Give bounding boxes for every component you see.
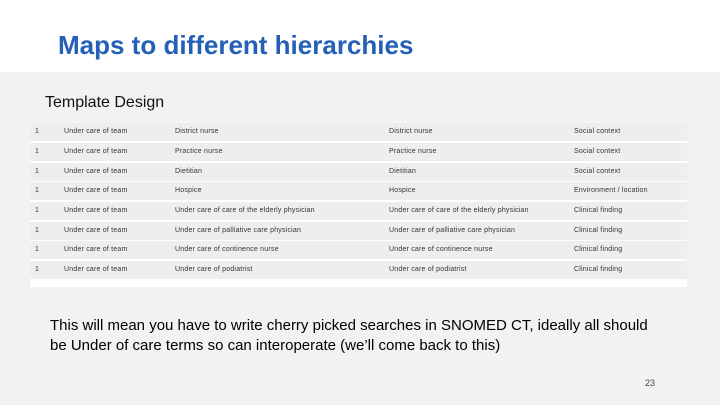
hierarchy-cell: Social context [574, 148, 621, 155]
target-term-cell: Under care of care of the elderly physician [389, 207, 529, 214]
hierarchy-cell: Social context [574, 168, 621, 175]
target-term-cell: Hospice [389, 187, 416, 194]
row-index-cell: 1 [35, 148, 40, 155]
source-term-cell: Under care of continence nurse [175, 246, 279, 253]
hierarchy-cell: Clinical finding [574, 246, 623, 253]
hierarchy-cell: Environment / location [574, 187, 648, 194]
target-term-cell: Practice nurse [389, 148, 437, 155]
team-cell: Under care of team [64, 128, 128, 135]
target-term-cell: Under care of continence nurse [389, 246, 493, 253]
team-cell: Under care of team [64, 246, 128, 253]
mapping-table [30, 123, 687, 287]
table-row [30, 261, 687, 279]
team-cell: Under care of team [64, 227, 128, 234]
table-row [30, 222, 687, 240]
row-index-cell: 1 [35, 227, 40, 234]
team-cell: Under care of team [64, 207, 128, 214]
row-index-cell: 1 [35, 266, 40, 273]
page-number: 23 [645, 378, 656, 388]
team-cell: Under care of team [64, 168, 128, 175]
row-index-cell: 1 [35, 207, 40, 214]
team-cell: Under care of team [64, 148, 128, 155]
target-term-cell: Under care of palliative care physician [389, 227, 516, 234]
source-term-cell: District nurse [175, 128, 219, 135]
slide-note: This will mean you have to write cherry picked searches in SNOMED CT, ideally all should be Under of care terms so can interoperate (we’ll come back to this) [50, 317, 648, 354]
hierarchy-cell: Social context [574, 128, 621, 135]
table-row [30, 143, 687, 161]
table-row [30, 182, 687, 200]
source-term-cell: Under care of palliative care physician [175, 227, 302, 234]
table-row [30, 163, 687, 181]
table-row [30, 241, 687, 259]
target-term-cell: District nurse [389, 128, 433, 135]
row-index-cell: 1 [35, 168, 40, 175]
table-row [30, 123, 687, 141]
source-term-cell: Hospice [175, 187, 202, 194]
source-term-cell: Dietitian [175, 168, 203, 175]
title-band [0, 0, 720, 72]
source-term-cell: Under care of podiatrist [175, 266, 253, 273]
section-label: Template Design [45, 94, 165, 111]
hierarchy-cell: Clinical finding [574, 266, 623, 273]
team-cell: Under care of team [64, 266, 128, 273]
target-term-cell: Dietitian [389, 168, 417, 175]
target-term-cell: Under care of podiatrist [389, 266, 467, 273]
slide-title: Maps to different hierarchies [58, 30, 414, 60]
row-index-cell: 1 [35, 187, 40, 194]
hierarchy-cell: Clinical finding [574, 207, 623, 214]
hierarchy-cell: Clinical finding [574, 227, 623, 234]
row-index-cell: 1 [35, 128, 40, 135]
team-cell: Under care of team [64, 187, 128, 194]
source-term-cell: Practice nurse [175, 148, 223, 155]
table-row [30, 202, 687, 220]
row-index-cell: 1 [35, 246, 40, 253]
source-term-cell: Under care of care of the elderly physician [175, 207, 315, 214]
